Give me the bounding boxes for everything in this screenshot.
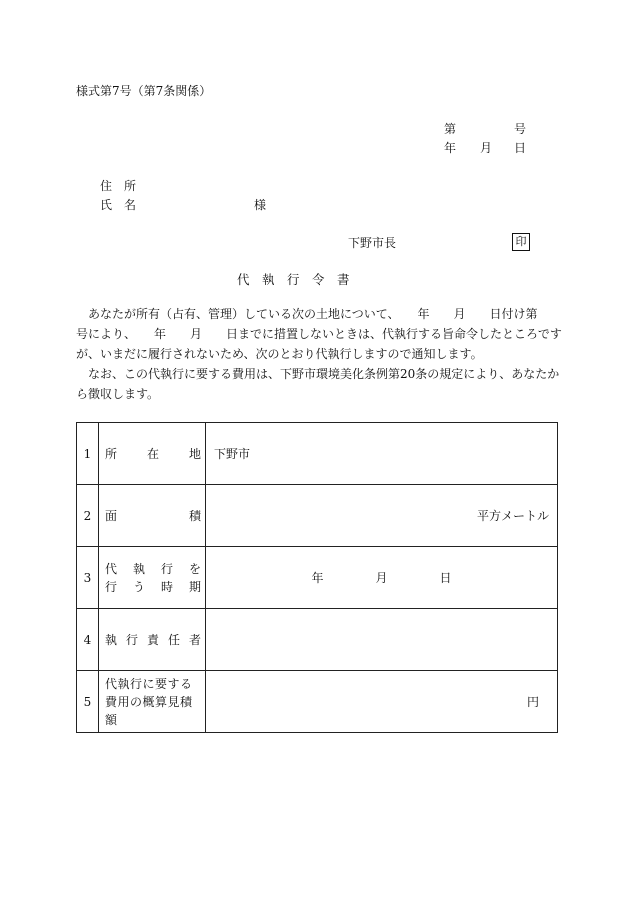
timing-month: 月: [375, 571, 388, 585]
date-month: 月: [480, 141, 493, 155]
table-row: [77, 423, 558, 485]
label-char: 積: [188, 509, 201, 523]
body-paragraph-1: あなたが所有（占有、管理）している次の土地について、 年 月 日付け第 号により、 年 月 日までに措置しないときは、代執行する旨命令したところですが、いまだに履行されないため、次のとおり代執行しますので通知します。: [76, 307, 562, 361]
row-value-responsible-person: [206, 609, 558, 671]
label-char: 在: [146, 447, 159, 461]
name-label: 氏 名: [100, 198, 137, 212]
row-number: 3: [77, 547, 99, 609]
label-char: 執: [132, 561, 145, 576]
issuer: 下野市長: [348, 236, 397, 250]
date-year: 年: [444, 141, 457, 155]
doc-number-prefix: 第: [444, 122, 457, 136]
address-label: 住 所: [100, 179, 137, 193]
timing-day: 日: [439, 571, 452, 585]
label-char: 地: [188, 447, 201, 461]
table-row: [77, 609, 558, 671]
cost-unit: 円: [526, 695, 539, 709]
label-char: 時: [160, 579, 173, 594]
timing-year: 年: [311, 571, 324, 585]
table-row: [77, 547, 558, 609]
label-char: を: [188, 561, 201, 576]
body-paragraph-2: なお、この代執行に要する費用は、下野市環境美化条例第20条の規定により、あなたから徴収します。: [76, 367, 560, 401]
label-char: 行: [125, 633, 138, 647]
row-value-location: 下野市: [206, 423, 558, 485]
label-char: 責: [146, 633, 159, 647]
row-label-timing: [99, 547, 206, 609]
doc-number-suffix: 号: [514, 122, 527, 136]
seal-mark: 印: [512, 233, 530, 251]
date-day: 日: [514, 141, 527, 155]
row-value-estimated-cost: [206, 671, 558, 733]
table-row: [77, 671, 558, 733]
row-number: 2: [77, 485, 99, 547]
row-number: 1: [77, 423, 99, 485]
row-label-location: [99, 423, 206, 485]
label-char: 面: [105, 509, 118, 523]
area-unit: 平方メートル: [476, 509, 549, 523]
label-char: 期: [188, 579, 201, 594]
label-char: 行: [160, 561, 173, 576]
label-char: 任: [167, 633, 180, 647]
body-text: [76, 304, 562, 404]
details-table: [76, 422, 558, 733]
row-label-area: [99, 485, 206, 547]
row-label-estimated-cost: 代執行に要する費用の概算見積額: [99, 671, 206, 733]
row-number: 5: [77, 671, 99, 733]
label-char: 行: [105, 579, 118, 594]
row-value-area: [206, 485, 558, 547]
label-char: う: [132, 579, 145, 594]
label-char: 者: [188, 633, 201, 647]
label-char: 代: [105, 561, 118, 576]
row-value-timing: [206, 547, 558, 609]
name-honorific: 様: [254, 198, 267, 212]
row-number: 4: [77, 609, 99, 671]
label-char: 執: [105, 633, 118, 647]
table-row: [77, 485, 558, 547]
row-label-responsible-person: [99, 609, 206, 671]
document-title: 代 執 行 令 書: [237, 272, 350, 287]
label-char: 所: [105, 447, 118, 461]
form-number: 様式第7号（第7条関係）: [76, 84, 212, 98]
